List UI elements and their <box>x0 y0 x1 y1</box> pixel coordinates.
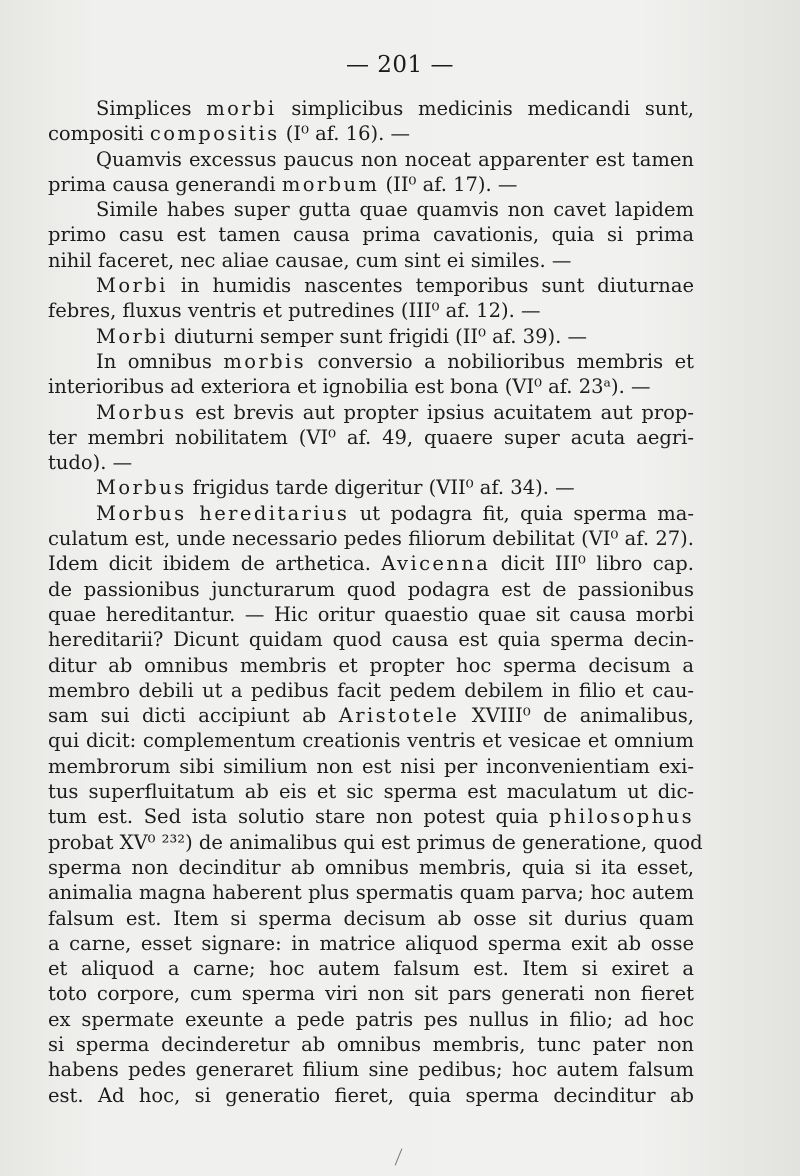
spaced-term: compositis <box>149 122 280 146</box>
text-segment: nihil faceret, nec aliae causae, cum sint ei similes. — <box>48 248 572 272</box>
text-segment: frigidus tarde digeritur (VII⁰ af. 34). — <box>186 476 575 500</box>
text-segment: simplicibus medicinis medicandi sunt, <box>276 97 694 120</box>
text-line <box>48 1083 694 1108</box>
text-segment: conversio a nobilioribus membris et <box>306 349 695 373</box>
text-line <box>48 703 694 728</box>
text-segment: de passionibus juncturarum quod podagra est de passionibus <box>48 577 694 601</box>
text-segment: Idem dicit ibidem de arthetica. <box>48 552 382 576</box>
text-line <box>48 400 694 425</box>
text-segment: dicit III⁰ libro cap. <box>490 552 694 576</box>
spaced-term: Morbi <box>96 324 168 348</box>
text-line <box>48 450 694 475</box>
text-segment: in humidis nascentes temporibus sunt diuturnae <box>167 274 694 298</box>
text-segment: XVIII⁰ de animalibus, <box>459 704 694 728</box>
text-line <box>48 324 694 349</box>
text-segment: toto corpore, cum sperma viri non sit pars generati non fieret <box>48 982 694 1006</box>
text-line <box>48 602 694 627</box>
text-segment: prima causa generandi <box>48 172 282 196</box>
text-segment: culatum est, unde necessario pedes filiorum debilitat (VI⁰ af. 27). <box>48 527 694 551</box>
text-line <box>48 678 694 703</box>
text-line <box>48 855 694 880</box>
text-line <box>48 956 694 981</box>
spaced-term: Morbus <box>96 400 187 424</box>
text-segment: animalia magna haberent plus spermatis quam parva; hoc autem <box>48 881 694 905</box>
text-segment: diuturni semper sunt frigidi (II⁰ af. 39). — <box>167 324 587 348</box>
spaced-term: Morbus <box>96 476 187 500</box>
text-line <box>48 349 694 374</box>
text-line <box>48 96 694 121</box>
text-line <box>48 501 694 526</box>
text-line <box>48 880 694 905</box>
text-line <box>48 172 694 197</box>
text-line <box>48 526 694 551</box>
spaced-term: morbum <box>281 172 380 196</box>
spaced-term: morbis <box>223 349 307 373</box>
text-segment: primo casu est tamen causa prima cavationis, quia si prima <box>48 223 694 247</box>
spaced-term: Morbi <box>96 274 168 298</box>
text-line <box>48 425 694 450</box>
text-segment: (II⁰ af. 17). — <box>379 172 518 196</box>
text-segment: et aliquod a carne; hoc autem falsum est. Item si exiret a <box>48 957 694 981</box>
text-line <box>48 1007 694 1032</box>
page-number-header: — 201 — <box>345 52 455 78</box>
text-line <box>48 653 694 678</box>
text-segment: ter membri nobilitatem (VI⁰ af. 49, quaere super acuta aegri- <box>48 425 694 449</box>
text-segment: sperma non decinditur ab omnibus membris, quia si ita esset, <box>48 855 694 879</box>
text-segment: compositi <box>48 122 150 146</box>
text-line <box>48 1032 694 1057</box>
text-segment: membrorum sibi similium non est nisi per inconvenientiam exi- <box>48 754 694 778</box>
text-line <box>48 754 694 779</box>
text-line <box>48 298 694 323</box>
text-line <box>48 374 694 399</box>
text-line <box>48 147 694 172</box>
text-line <box>48 551 694 576</box>
spaced-term: morbi <box>206 97 277 120</box>
spaced-term: Aristotele <box>338 704 460 728</box>
spaced-term: Morbus hereditarius <box>96 501 350 525</box>
text-line <box>48 728 694 753</box>
text-segment: membro debili ut a pedibus facit pedem debilem in filio et cau- <box>48 678 694 702</box>
pencil-mark <box>395 1148 403 1165</box>
text-segment: ut podagra fit, quia sperma ma- <box>349 501 694 525</box>
text-segment: si sperma decinderetur ab omnibus membris, tunc pater non <box>48 1032 694 1056</box>
text-segment: febres, fluxus ventris et putredines (III⁰ af. 12). — <box>48 299 541 323</box>
spaced-term: Avicenna <box>381 552 491 576</box>
text-line <box>48 804 694 829</box>
text-line <box>48 577 694 602</box>
text-segment: a carne, esset signare: in matrice aliquod sperma exit ab osse <box>48 931 694 955</box>
text-segment: qui dicit: complementum creationis ventris et vesicae et omnium <box>48 729 694 753</box>
text-segment: falsum est. Item si sperma decisum ab osse sit durius quam <box>48 906 694 930</box>
text-line <box>48 121 694 146</box>
text-line <box>48 222 694 247</box>
text-segment: est. Ad hoc, si generatio fieret, quia sperma decinditur ab <box>48 1083 694 1107</box>
text-segment: Simplices <box>96 97 207 120</box>
text-segment: probat XV⁰ ²³²) de animalibus qui est primus de generatione, quod <box>48 830 703 854</box>
text-segment: Quamvis excessus paucus non noceat apparenter est tamen <box>96 147 694 171</box>
text-segment: hereditarii? Dicunt quidam quod causa est quia sperma decin- <box>48 628 694 652</box>
text-segment: ex spermate exeunte a pede patris pes nullus in filio; ad hoc <box>48 1007 694 1031</box>
text-segment: est brevis aut propter ipsius acuitatem aut prop- <box>186 400 694 424</box>
text-segment: tus superfluitatum ab eis et sic sperma est maculatum ut dic- <box>48 780 694 804</box>
text-line <box>48 627 694 652</box>
text-segment: sam sui dicti accipiunt ab <box>48 704 339 728</box>
body-text <box>48 96 703 1108</box>
text-line <box>48 197 694 222</box>
text-segment: tum est. Sed ista solutio stare non potest quia <box>48 805 549 829</box>
text-line <box>48 906 694 931</box>
text-line <box>48 830 703 855</box>
text-segment: (I⁰ af. 16). — <box>279 122 410 146</box>
text-segment: ditur ab omnibus membris et propter hoc sperma decisum a <box>48 653 694 677</box>
text-line <box>48 248 694 273</box>
text-segment: In omnibus <box>96 349 224 373</box>
text-segment: Simile habes super gutta quae quamvis non cavet lapidem <box>96 198 694 222</box>
text-segment: tudo). — <box>48 451 133 475</box>
text-segment: quae hereditantur. — Hic oritur quaestio quae sit causa morbi <box>48 602 694 626</box>
text-segment: habens pedes generaret filium sine pedibus; hoc autem falsum <box>48 1058 694 1082</box>
text-line <box>48 273 694 298</box>
text-line <box>48 475 694 500</box>
spaced-term: philosophus <box>548 805 694 829</box>
text-segment: interioribus ad exteriora et ignobilia est bona (VI⁰ af. 23ᵃ). — <box>48 375 651 399</box>
text-line <box>48 1057 694 1082</box>
text-line <box>48 779 694 804</box>
text-line <box>48 931 694 956</box>
text-line <box>48 981 694 1006</box>
